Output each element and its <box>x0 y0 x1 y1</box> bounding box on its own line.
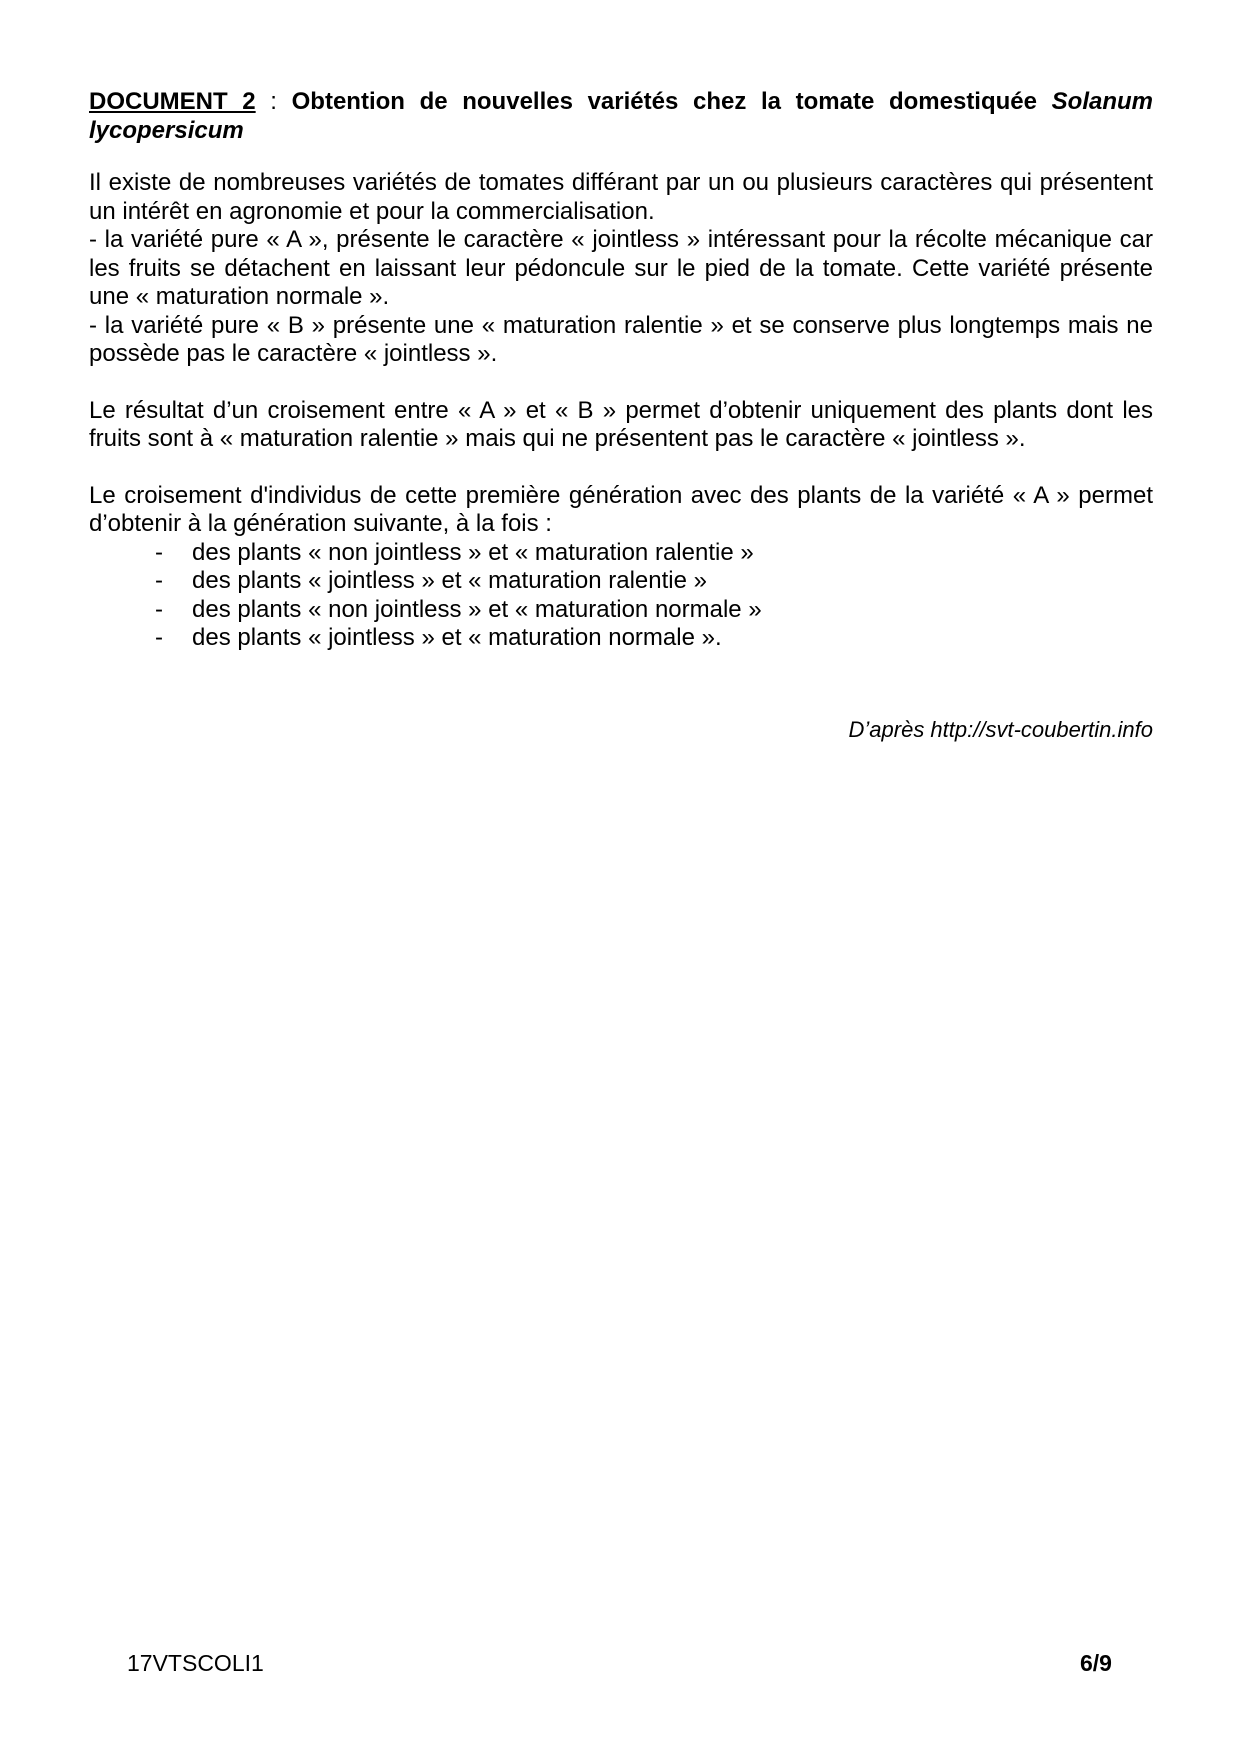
offspring-list <box>89 539 1153 653</box>
list-item <box>89 624 1153 653</box>
list-item <box>89 539 1153 568</box>
list-marker: - <box>155 567 163 594</box>
intro-paragraph: Il existe de nombreuses variétés de tomates différant par un ou plusieurs caractères qui présentent un intérêt en agronomie et pour la commercialisation. <box>89 169 1153 225</box>
list-marker: - <box>155 595 163 623</box>
list-item-text: des plants « jointless » et « maturation normale ». <box>192 624 722 651</box>
list-marker: - <box>155 538 163 566</box>
document-heading <box>89 88 1153 145</box>
list-item-text: des plants « non jointless » et « maturation ralentie » <box>192 538 754 566</box>
list-item <box>89 596 1153 625</box>
variety-a-description: - la variété pure « A », présente le caractère « jointless » intéressant pour la récolte mécanique car les fruits se détachent en laissant leur pédoncule sur le pied de la tomate. Cette variété présente une « maturation normale ». <box>89 226 1153 310</box>
source-attribution: D’après http://svt-coubertin.info <box>848 717 1153 742</box>
document-label: DOCUMENT 2 <box>89 88 256 115</box>
species-name: Solanum lycopersicum <box>89 88 1153 144</box>
list-item <box>89 567 1153 596</box>
list-marker: - <box>155 624 163 651</box>
list-item-text: des plants « non jointless » et « maturation normale » <box>192 595 762 623</box>
second-cross-paragraph: Le croisement d'individus de cette première génération avec des plants de la variété « A » permet d’obtenir à la génération suivante, à la fois : <box>89 481 1153 537</box>
cross-result-paragraph: Le résultat d’un croisement entre « A » et « B » permet d’obtenir uniquement des plants dont les fruits sont à « maturation ralentie » mais qui ne présentent pas le caractère « jointless ». <box>89 396 1153 452</box>
variety-b-description: - la variété pure « B » présente une « maturation ralentie » et se conserve plus longtemps mais ne possède pas le caractère « jointless ». <box>89 311 1153 367</box>
document-title: Obtention de nouvelles variétés chez la tomate domestiquée <box>291 88 1037 115</box>
heading-separator: : <box>255 88 292 115</box>
footer-document-code: 17VTSCOLI1 <box>127 1650 264 1676</box>
document-content <box>89 88 1153 653</box>
list-item-text: des plants « jointless » et « maturation ralentie » <box>192 567 707 594</box>
footer-page-number: 6/9 <box>1080 1650 1112 1676</box>
